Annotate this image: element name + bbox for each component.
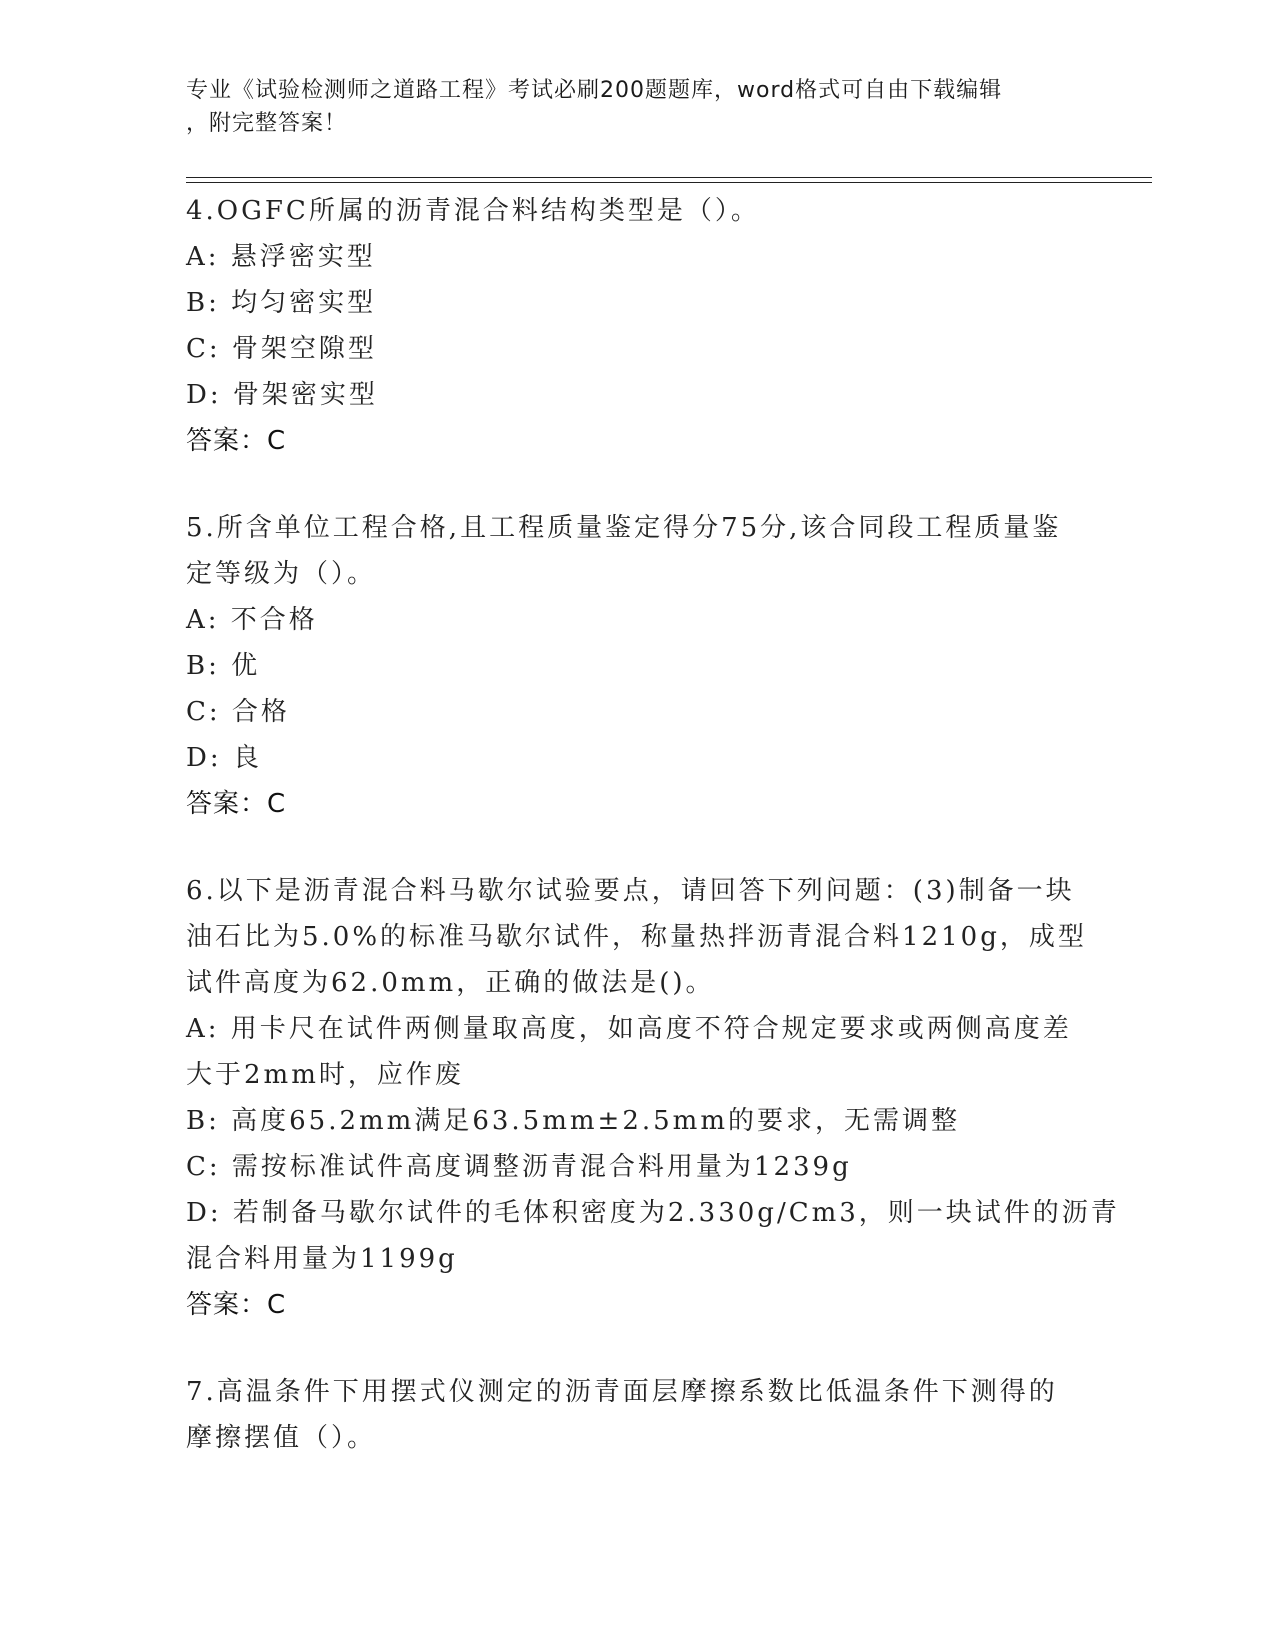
question-gap	[186, 1328, 1086, 1369]
answer-text: 答案：C	[186, 1290, 287, 1320]
option-text: B: 优	[186, 651, 261, 681]
option-text: C: 需按标准试件高度调整沥青混合料用量为1239g	[186, 1152, 852, 1182]
option-text: D: 良	[186, 743, 262, 773]
question-block	[186, 868, 1120, 1328]
option-text: A: 悬浮密实型	[186, 242, 376, 272]
header-line-1: 专业《试验检测师之道路工程》考试必刷200题题库，word格式可自由下载编辑	[186, 78, 1003, 103]
question-text: 油石比为5.0%的标准马歇尔试件，称量热拌沥青混合料1210g，成型	[186, 922, 1087, 952]
question-text: 5.所含单位工程合格,且工程质量鉴定得分75分,该合同段工程质量鉴	[186, 513, 1062, 543]
option-text: A: 不合格	[186, 605, 318, 635]
header-line-2: ，附完整答案！	[186, 111, 348, 136]
answer-text: 答案：C	[186, 789, 287, 819]
question-text: 定等级为（）。	[186, 559, 377, 589]
option-text: C: 骨架空隙型	[186, 334, 377, 364]
document-header	[186, 74, 1066, 140]
question-gap	[186, 464, 1086, 505]
question-text: 7.高温条件下用摆式仪测定的沥青面层摩擦系数比低温条件下测得的	[186, 1377, 1058, 1407]
question-block	[186, 1369, 1086, 1461]
question-gap	[186, 827, 1086, 868]
header-divider-top	[186, 177, 1152, 178]
option-text: 大于2mm时，应作废	[186, 1060, 464, 1090]
answer-text: 答案：C	[186, 426, 287, 456]
question-block	[186, 188, 1086, 464]
option-text: B: 均匀密实型	[186, 288, 377, 318]
header-divider-bottom	[186, 182, 1152, 183]
option-text: C: 合格	[186, 697, 290, 727]
option-text: D: 骨架密实型	[186, 380, 378, 410]
question-list	[186, 188, 1120, 1461]
question-text: 6.以下是沥青混合料马歇尔试验要点，请回答下列问题：(3)制备一块	[186, 876, 1075, 906]
question-text: 摩擦摆值（）。	[186, 1423, 377, 1453]
question-text: 试件高度为62.0mm，正确的做法是()。	[186, 968, 715, 998]
option-text: A: 用卡尺在试件两侧量取高度，如高度不符合规定要求或两侧高度差	[186, 1014, 1072, 1044]
option-text: B: 高度65.2mm满足63.5mm±2.5mm的要求，无需调整	[186, 1106, 960, 1136]
option-text: 混合料用量为1199g	[186, 1244, 458, 1274]
option-text: D: 若制备马歇尔试件的毛体积密度为2.330g/Cm3，则一块试件的沥青	[186, 1198, 1120, 1228]
question-text: 4.OGFC所属的沥青混合料结构类型是（）。	[186, 196, 760, 226]
question-block	[186, 505, 1086, 827]
